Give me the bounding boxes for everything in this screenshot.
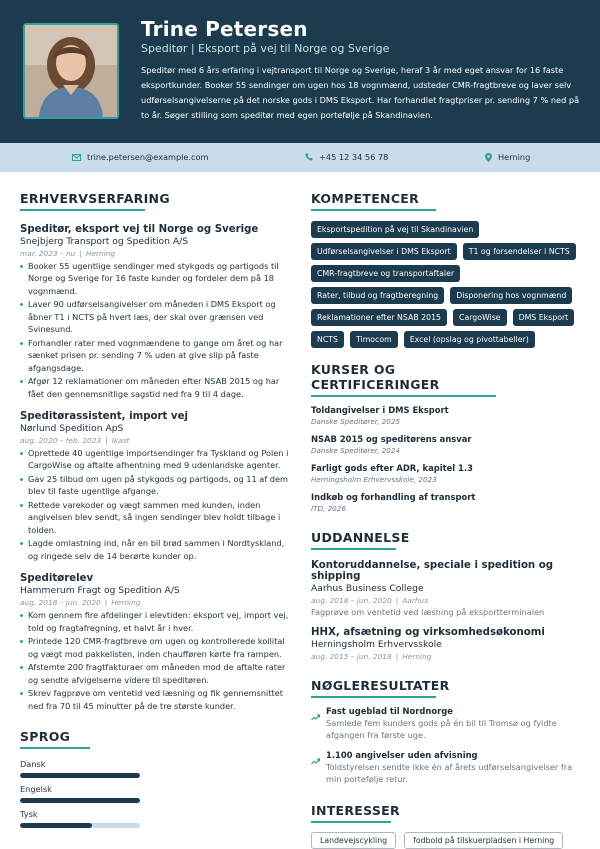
course-item [311,434,581,455]
language-item [20,759,290,778]
course-name: Toldangivelser i DMS Eksport [311,405,449,415]
left-column [20,188,290,834]
education-section [311,527,581,661]
education-meta: aug. 2015 – jun. 2018 | Herning [311,652,432,661]
skill-tag: CMR-fragtbreve og transportaftaler [311,265,460,282]
job-bullets [20,260,290,400]
contact-phone[interactable] [305,152,388,162]
resume-header [0,0,600,143]
language-level-bar [20,773,140,778]
profile-photo [23,23,119,119]
skill-tag: Udførselsangivelser i DMS Eksport [311,243,457,260]
job-bullet: Lagde omlastning ind, når en bil brød sammen i Nordtyskland, og ringede selv de 14 berørte kunder op. [20,537,290,562]
skill-tags [311,221,581,348]
experience-heading: ERHVERVSERFARING [20,191,145,211]
job-company: Nørlund Spedition ApS [20,423,124,435]
phone-icon [305,153,313,161]
course-meta: ITD, 2026 [311,504,346,513]
course-meta: Herningsholm Erhvervsskole, 2023 [311,475,437,484]
location-pin-icon [485,153,492,162]
result-title: 1.100 angivelser uden afvisning [326,749,478,760]
course-meta: Danske Speditører, 2025 [311,417,400,426]
skill-tag: Rater, tilbud og fragtberegning [311,287,444,304]
location-text: Herning [498,152,531,162]
skill-tag: Reklamationer efter NSAB 2015 [311,309,447,326]
languages-heading: SPROG [20,729,90,749]
skill-tag: CargoWise [453,309,507,326]
job-bullets [20,447,290,562]
courses-section [311,362,581,513]
interests-section [311,800,581,849]
interest-tag: fodbold på tilskuerpladsen i Herning [404,832,563,849]
job-bullet: Skrev fagprøve om ventetid ved læsning og fik gennemsnittet ned fra 70 til 45 minutter på de tre største kunder. [20,687,290,712]
job-bullet: Booker 55 ugentlige sendinger med stykgods og partigods til Norge og Sverige for 16 faste kunder og fordeler dem på 18 vognmænd. [20,260,290,297]
language-level-fill [20,823,92,828]
phone-text: +45 12 34 56 78 [319,152,389,162]
course-name: Indkøb og forhandling af transport [311,492,476,502]
contact-email[interactable] [72,152,209,162]
job-entry [20,573,290,712]
trend-up-icon [311,750,320,786]
language-name: Dansk [20,759,46,770]
mail-icon [72,154,81,161]
education-note: Fagprøve om ventetid ved læsning på eksportterminalen [311,607,545,617]
course-name: Farligt gods efter ADR, kapitel 1.3 [311,463,473,473]
job-meta: mar. 2023 – nu | Herning [20,249,116,258]
results-section [311,675,581,786]
language-name: Tysk [20,809,38,820]
language-level-fill [20,798,140,803]
language-item [20,784,290,803]
education-school: Herningsholm Erhvervsskole [311,639,442,650]
candidate-headline: Speditør | Eksport på vej til Norge og Sverige [141,42,390,55]
job-entry [20,411,290,562]
interest-list [311,832,581,849]
education-item [311,560,581,617]
result-desc: Samlede fem kunders gods på én bil til Tromsø og fyldte afgangen fra første uge. [326,718,557,741]
job-entry [20,224,290,400]
job-bullet: Afstemte 200 fragtfakturaer om måneden mod de aftalte rater og sendte afvigelserne videre til speditøren. [20,661,290,686]
education-title: Kontoruddannelse, speciale i spedition og shipping [311,560,554,582]
job-bullet: Rettede varekoder og vægt sammen med kunden, inden angivelsen blev sendt, så ingen sendinger blev holdt tilbage i tolden. [20,499,290,536]
education-title: HHX, afsætning og virksomhedsøkonomi [311,627,545,638]
email-text: trine.petersen@example.com [87,152,209,162]
education-meta: aug. 2018 – jun. 2020 | Aarhus [311,596,429,605]
courses-heading: KURSER OG CERTIFICERINGER [311,362,496,397]
job-title: Speditørelev [20,573,94,585]
job-bullet: Afgør 12 reklamationer om måneden efter NSAB 2015 og har fået den gennemsnitlige sagstid ned fra 9 til 4 dage. [20,375,290,400]
job-bullet: Laver 90 udførselsangivelser om måneden i DMS Eksport og åbner T1 i NCTS på hvert læs, der skal over grænsen ved Svinesund. [20,298,290,335]
course-item [311,463,581,484]
education-item [311,627,581,661]
course-item [311,405,581,426]
job-bullet: Forhandler rater med vognmændene to gange om året og har sænket prisen pr. sending 7 % uden at give slip på faste afgangsdage. [20,337,290,374]
job-bullet: Printede 120 CMR-fragtbreve om ugen og kontrollerede kollital og vægt mod pakkelisten, inden chaufføren kørte fra rampen. [20,635,290,660]
language-item [20,809,290,828]
skill-tag: Excel (opslag og pivottabeller) [404,331,535,348]
job-meta: aug. 2020 – feb. 2023 | Ikast [20,436,130,446]
skill-tag: Eksportspedition på vej til Skandinavien [311,221,479,238]
result-desc: Toldstyrelsen sendte ikke én af årets udførselsangivelser fra min portefølje retur. [326,761,573,785]
languages-section [20,726,290,828]
interest-tag: Landevejscykling [311,832,396,849]
job-company: Hammerum Fragt og Spedition A/S [20,585,180,597]
skills-heading: KOMPETENCER [311,191,436,211]
experience-list [20,224,290,712]
course-meta: Danske Speditører, 2024 [311,446,400,455]
job-bullet: Gav 25 tilbud om ugen på stykgods og partigods, og 11 af dem blev til faste ugentlige afgange. [20,473,290,498]
job-bullet: Kom gennem fire afdelinger i elevtiden: eksport vej, import vej, told og fragtafregning, et halvt år i hver. [20,609,290,634]
language-level-bar [20,823,140,828]
course-item [311,492,581,513]
right-column [311,188,581,849]
trend-up-icon [311,706,320,742]
result-title: Fast ugeblad til Nordnorge [326,706,453,716]
language-name: Engelsk [20,784,52,795]
job-company: Snejbjerg Transport og Spedition A/S [20,236,189,247]
skill-tag: Disponering hos vognmænd [450,287,572,304]
language-list [20,759,290,828]
profile-summary: Speditør med 6 års erfaring i vejtransport til Norge og Sverige, heraf 3 år med eget ansvar for 16 faste eksportkunder. Booker 55 sendinger om ugen hos 18 vognmænd, udsteder CMR-fragtbreve og laver selv udførselsangivelserne på det norske gods i DMS Eksport. Har forhandlet fragtpriser pr. sending 7 % ned på to år. Søger stilling som speditør med egen portefølje på Skandinavien. [141,65,580,120]
education-school: Aarhus Business College [311,583,424,594]
job-bullet: Oprettede 40 ugentlige importsendinger fra Tyskland og Polen i CargoWise og aftalte afhentning med 9 udenlandske agenter. [20,447,290,472]
candidate-name: Trine Petersen [141,17,308,41]
contact-location [485,152,530,162]
interests-heading: INTERESSER [311,803,391,823]
skill-tag: DMS Eksport [513,309,575,326]
job-bullets [20,609,290,712]
language-level-bar [20,798,140,803]
job-title: Speditørassistent, import vej [20,411,188,423]
skill-tag: NCTS [311,331,344,348]
education-heading: UDDANNELSE [311,530,396,550]
job-title: Speditør, eksport vej til Norge og Sverige [20,224,259,235]
result-item [311,750,581,786]
skill-tag: T1 og forsendelser i NCTS [463,243,576,260]
result-item [311,706,581,742]
results-heading: NØGLERESULTATER [311,678,436,698]
language-level-fill [20,773,140,778]
job-meta: aug. 2018 – jun. 2020 | Herning [20,598,141,608]
contact-bar [0,143,600,172]
course-name: NSAB 2015 og speditørens ansvar [311,434,472,444]
skill-tag: Timocom [350,331,398,348]
